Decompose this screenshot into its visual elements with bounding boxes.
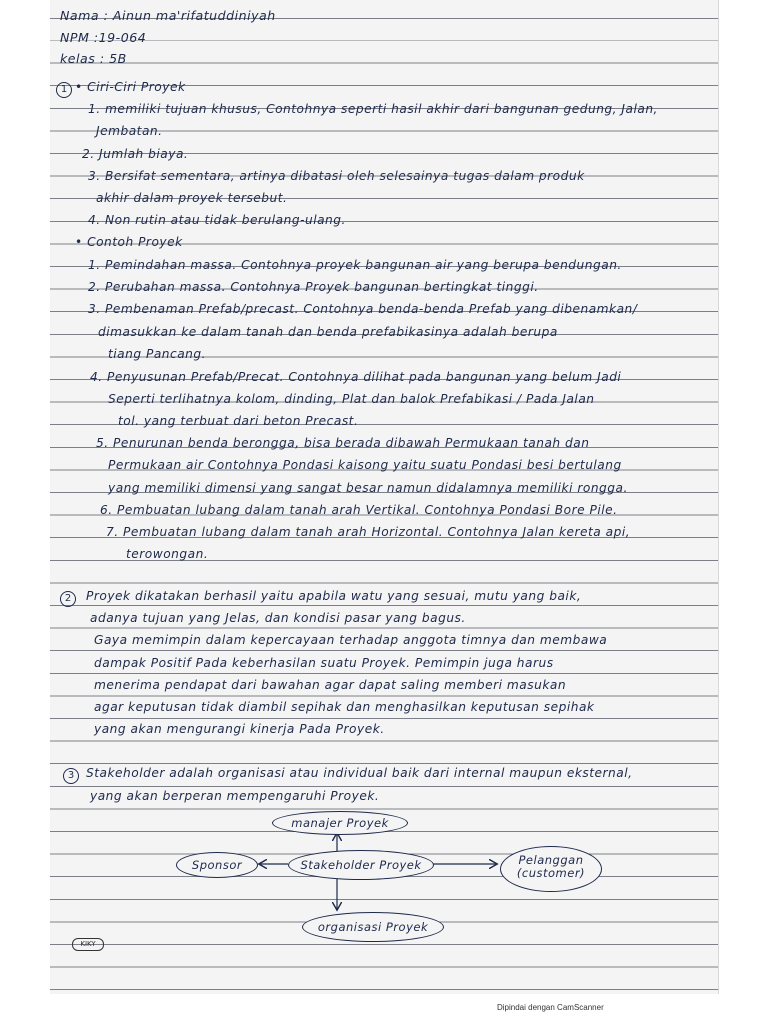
node-label: organisasi Proyek <box>317 920 429 934</box>
section-3-line: yang akan berperan mempengaruhi Proyek. <box>90 789 380 803</box>
kiky-stamp: KIKY <box>72 938 104 951</box>
node-manajer-proyek <box>272 811 408 835</box>
node-label: Stakeholder Proyek <box>300 858 422 872</box>
node-label: Sponsor <box>191 858 243 872</box>
section-2-line: adanya tujuan yang Jelas, dan kondisi pasar yang bagus. <box>90 611 466 625</box>
header-nama: Nama : Ainun ma'rifatuddiniyah <box>60 8 276 23</box>
ciri-line: 1. memiliki tujuan khusus, Contohnya seperti hasil akhir dari bangunan gedung, Jalan, <box>88 102 658 116</box>
section-3-number: 3 <box>63 768 79 784</box>
camscanner-footer: Dipindai dengan CamScanner <box>497 1003 604 1012</box>
node-organisasi-proyek <box>302 912 444 942</box>
contoh-line: 7. Pembuatan lubang dalam tanah arah Horizontal. Contohnya Jalan kereta api, <box>106 525 631 539</box>
ciri-line: 3. Bersifat sementara, artinya dibatasi oleh selesainya tugas dalam produk <box>88 169 585 183</box>
node-label: Pelanggan <box>518 853 584 867</box>
node-stakeholder-proyek <box>288 850 434 880</box>
notebook-page <box>50 0 719 994</box>
section-2-line: menerima pendapat dari bawahan agar dapat saling memberi masukan <box>94 678 567 692</box>
node-pelanggan <box>500 846 602 892</box>
node-label: (customer) <box>516 866 586 880</box>
node-sponsor <box>176 852 258 878</box>
contoh-line: dimasukkan ke dalam tanah dan benda prefabikasinya adalah berupa <box>98 325 558 339</box>
ciri-line: akhir dalam proyek tersebut. <box>96 191 288 205</box>
contoh-line: terowongan. <box>126 547 209 561</box>
diagram-arrows <box>50 0 718 994</box>
section-2-line: yang akan mengurangi kinerja Pada Proyek. <box>94 722 385 736</box>
section-2-line: dampak Positif Pada keberhasilan suatu Proyek. Pemimpin juga harus <box>94 656 554 670</box>
contoh-line: 3. Pembenaman Prefab/precast. Contohnya benda-benda Prefab yang dibenamkan/ <box>88 302 638 316</box>
contoh-line: yang memiliki dimensi yang sangat besar namun didalamnya memiliki rongga. <box>108 481 628 495</box>
section-2-line: Gaya memimpin dalam kepercayaan terhadap anggota timnya dan membawa <box>94 633 608 647</box>
section-2-line: Proyek dikatakan berhasil yaitu apabila watu yang sesuai, mutu yang baik, <box>86 589 582 603</box>
contoh-line: 4. Penyusunan Prefab/Precat. Contohnya dilihat pada bangunan yang belum Jadi <box>90 370 622 384</box>
contoh-line: 2. Perubahan massa. Contohnya Proyek bangunan bertingkat tinggi. <box>88 280 539 294</box>
ciri-title: • Ciri-Ciri Proyek <box>75 80 186 94</box>
header-kelas: kelas : 5B <box>60 51 127 66</box>
ciri-line: 4. Non rutin atau tidak berulang-ulang. <box>88 213 346 227</box>
section-2-number: 2 <box>60 591 76 607</box>
ciri-line: 2. Jumlah biaya. <box>82 147 189 161</box>
contoh-line: tol. yang terbuat dari beton Precast. <box>118 414 359 428</box>
contoh-line: Permukaan air Contohnya Pondasi kaisong yaitu suatu Pondasi besi bertulang <box>108 458 622 472</box>
ciri-line: Jembatan. <box>96 124 163 138</box>
contoh-line: 6. Pembuatan lubang dalam tanah arah Vertikal. Contohnya Pondasi Bore Pile. <box>100 503 618 517</box>
section-3-line: Stakeholder adalah organisasi atau individual baik dari internal maupun eksternal, <box>86 766 633 780</box>
node-label: manajer Proyek <box>291 816 389 830</box>
section-1-number: 1 <box>56 82 72 98</box>
contoh-line: 1. Pemindahan massa. Contohnya proyek bangunan air yang berupa bendungan. <box>88 258 622 272</box>
header-npm: NPM :19-064 <box>60 30 147 45</box>
contoh-line: Seperti terlihatnya kolom, dinding, Plat dan balok Prefabikasi / Pada Jalan <box>108 392 595 406</box>
contoh-title: • Contoh Proyek <box>75 235 183 249</box>
contoh-line: 5. Penurunan benda berongga, bisa berada dibawah Permukaan tanah dan <box>96 436 590 450</box>
section-2-line: agar keputusan tidak diambil sepihak dan menghasilkan keputusan sepihak <box>94 700 595 714</box>
contoh-line: tiang Pancang. <box>108 347 207 361</box>
